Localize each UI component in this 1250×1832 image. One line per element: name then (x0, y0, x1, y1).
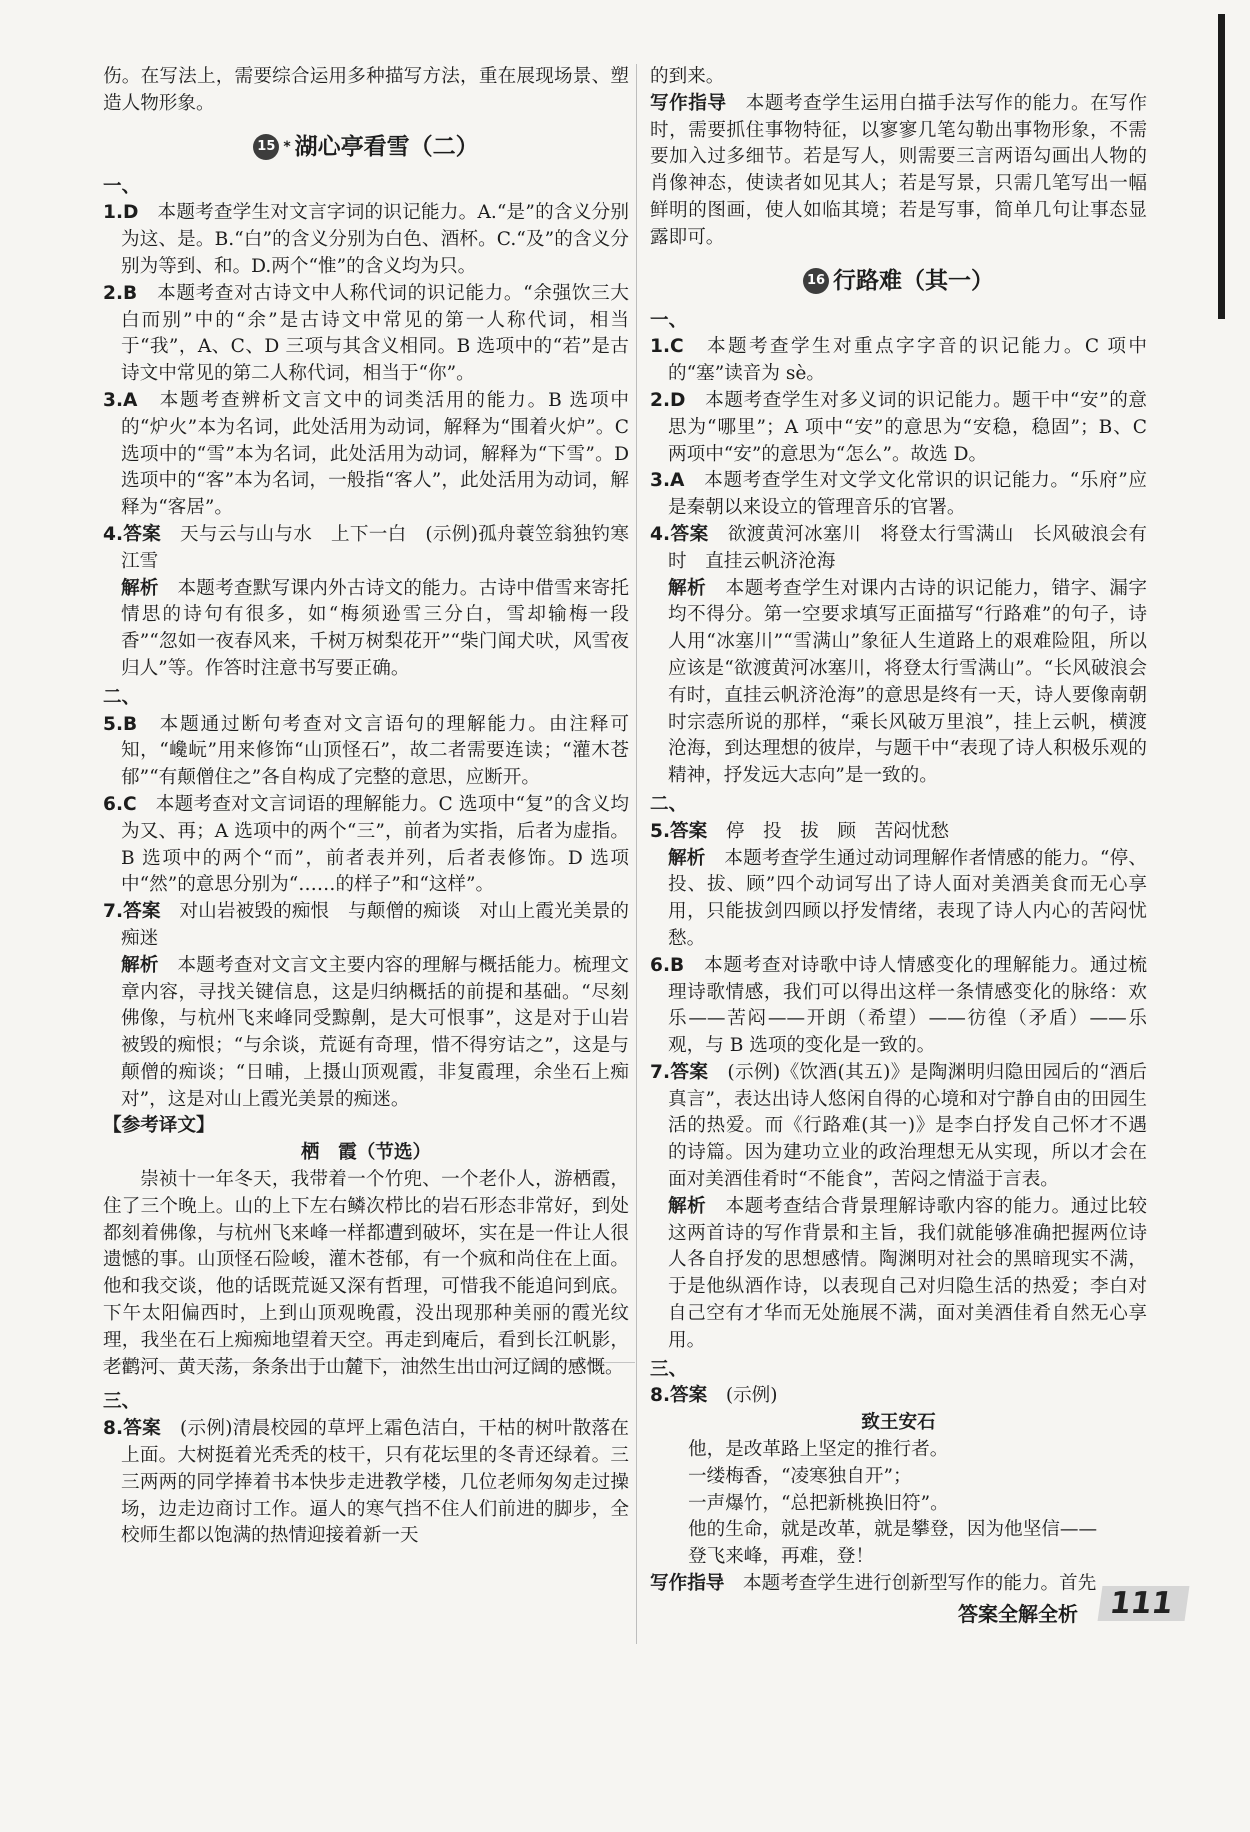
section-heading-1: 一、 (103, 175, 141, 197)
section-heading-2: 二、 (103, 686, 141, 708)
item-text: 本题通过断句考查对文言语句的理解能力。由注释可知，“巉岏”用来修饰“山顶怪石”，故二者需要连读；“灌木苍郁”“有颠僧住之”各自构成了完整的意思，应断开。 (121, 713, 629, 789)
poem-line: 他，是改革路上坚定的推行者。 (688, 1439, 949, 1461)
item-number: 4. (650, 523, 671, 545)
answer-text: (示例)《饮酒(其五)》是陶渊明归隐田园后的“酒后真言”，表达出诗人悠闲自得的心境和对宁静自由的田园生活的热爱。而《行路难(其一)》是李白抒发自己怀才不遇的诗篇。因为建功立业的政治理想无从实现，所以才会在面对美酒佳肴时“不能食”，苦闷之情溢于言表。 (668, 1061, 1147, 1191)
guide-tag: 写作指导 (650, 92, 727, 114)
answer-tag: 答案 (670, 820, 708, 842)
guide-text: 本题考查学生进行创新型写作的能力。首先 (743, 1573, 1097, 1595)
answer-item-2 (650, 388, 1147, 468)
guide-text: 本题考查学生运用白描手法写作的能力。在写作时，需要抓住事物特征，以寥寥几笔勾勒出事物形象，不需要加入过多细节。若是写人，则需要三言两语勾画出人物的肖像神态，使读者如见其人；若是写景，只需几笔写出一幅鲜明的图画，使人如临其境；若是写事，简单几句让事态显露即可。 (650, 92, 1147, 248)
section-heading-3: 三、 (103, 1391, 141, 1413)
analysis-4 (650, 576, 1147, 790)
answer-item-7 (650, 1060, 1147, 1194)
section-heading-3: 三、 (650, 1358, 688, 1380)
optional-mark: * (283, 138, 291, 155)
item-number: 3.A (103, 389, 138, 411)
item-text: 本题考查对文言词语的理解能力。C 选项中“复”的含义均为又、再；A 选项中的两个“三”，前者为实指，后者为虚指。B 选项中的两个“而”，前者表并列，后者表修饰。D 选项中“然”的意思分别为“……的样子”和“这样”。 (121, 793, 629, 896)
answer-tag: 答案 (670, 523, 709, 545)
item-number: 3.A (650, 470, 685, 492)
poem-title: 致王安石 (861, 1412, 936, 1434)
lesson-title-text: 湖心亭看雪（二） (294, 133, 479, 160)
item-text: 本题考查对古诗文中人称代词的识记能力。“余强饮三大白而别”中的“余”是古诗文中常见的第一人称代词，相当于“我”，A、C、D 三项与其含义相同。B 选项中的“若”是古诗文中常见的第二人称代词，相当于“你”。 (121, 282, 629, 385)
item-number: 8. (103, 1418, 124, 1440)
answer-text: 对山岩被毁的痴恨 与颠僧的痴谈 对山上霞光美景的痴迷 (121, 901, 629, 949)
translation-title: 栖 霞（节选） (300, 1142, 432, 1164)
item-number: 5.B (103, 713, 138, 735)
answer-item-1 (103, 200, 629, 280)
reference-translation-label: 【参考译文】 (103, 1115, 215, 1137)
item-number: 7. (103, 901, 124, 923)
item-number: 4. (103, 523, 124, 545)
answer-item-3 (103, 388, 629, 522)
left-column (103, 64, 629, 1550)
analysis-tag: 解析 (121, 577, 159, 599)
analysis-4 (103, 576, 629, 683)
answer-item-6 (103, 792, 629, 899)
poem-block (650, 1410, 1147, 1571)
right-column (650, 64, 1147, 1598)
answer-text: 天与云与山与水 上下一白 (示例)孤舟蓑笠翁独钓寒江雪 (121, 523, 629, 572)
footer-label: 答案全解全析 (958, 1602, 1078, 1626)
answer-text: 停 投 拔 顾 苦闷忧愁 (725, 820, 949, 842)
item-text: 本题考查辨析文言文中的词类活用的能力。B 选项中的“炉火”本为名词，此处活用为动词，解释为“围着火炉”。C 选项中的“雪”本为名词，此处活用为动词，解释为“下雪”。D 选项中的“客”本为名词，一般指“客人”，此处活用为动词，解释为“客居”。 (121, 389, 629, 519)
answer-item-2 (103, 281, 629, 388)
section-heading-2: 二、 (650, 793, 688, 815)
analysis-text: 本题考查学生对课内古诗的识记能力，错字、漏字均不得分。第一空要求填写正面描写“行路难”的句子，诗人用“冰塞川”“雪满山”象征人生道路上的艰难险阻，所以应该是“欲渡黄河冰塞川，将登太行雪满山”。“长风破浪会有时，直挂云帆济沧海”的意思是终有一天，诗人要像南朝时宗悫所说的那样，“乘长风破万里浪”，挂上云帆，横渡沧海，到达理想的彼岸，与题干中“表现了诗人积极乐观的精神，抒发远大志向”是一致的。 (668, 577, 1147, 787)
page-number: 111 (1098, 1586, 1190, 1621)
item-number: 6.B (650, 954, 685, 976)
item-text: 本题考查学生对重点字字音的识记能力。C 项中的“塞”读音为 sè。 (668, 336, 1147, 385)
item-number: 2.D (650, 389, 686, 411)
lesson-title-15 (103, 132, 629, 162)
item-text: 本题考查学生对多义词的识记能力。题干中“安”的意思为“哪里”；A 项中“安”的意思为“安稳，稳固”；B、C 两项中“安”的意思为“怎么”。故选 D。 (668, 389, 1147, 465)
section-heading-1: 一、 (650, 309, 688, 331)
answer-text: 欲渡黄河冰塞川 将登太行雪满山 长风破浪会有时 直挂云帆济沧海 (668, 523, 1147, 572)
answer-tag: 答案 (670, 1061, 709, 1083)
item-number: 5. (650, 820, 671, 842)
intro-text: 伤。在写法上，需要综合运用多种描写方法，重在展现场景、塑造人物形象。 (103, 66, 629, 114)
answer-item-5 (103, 712, 629, 792)
continued-text: 的到来。 (650, 66, 725, 87)
lesson-number-badge: 15 (253, 134, 279, 160)
answer-tag: 答案 (123, 1418, 162, 1440)
answer-item-3 (650, 468, 1147, 522)
lesson-title-text: 行路难（其一） (833, 267, 994, 294)
item-text: 本题考查学生对文言字词的识记能力。A.“是”的含义分别为这、是。B.“白”的含义分别为白色、酒杯。C.“及”的含义分别为等到、和。D.两个“惟”的含义均为只。 (121, 202, 629, 277)
column-divider (636, 64, 637, 1644)
answer-item-4 (103, 522, 629, 576)
answer-item-8 (103, 1416, 629, 1550)
answer-tag: 答案 (123, 523, 162, 545)
analysis-5 (650, 846, 1147, 953)
analysis-text: 本题考查默写课内外古诗文的能力。古诗中借雪来寄托情思的诗句有很多，如“梅须逊雪三分白，雪却输梅一段香”“忽如一夜春风来，千树万树梨花开”“柴门闻犬吠，风雪夜归人”等。作答时注意书写要正确。 (121, 577, 629, 679)
item-number: 2.B (103, 282, 138, 304)
poem-line: 一缕梅香，“凌寒独自开”； (688, 1465, 912, 1487)
answer-item-8 (650, 1383, 1147, 1410)
item-number: 6.C (103, 793, 137, 815)
answer-item-5 (650, 819, 1147, 846)
translation-text: 崇祯十一年冬天，我带着一个竹兜、一个老仆人，游栖霞，住了三个晚上。山的上下左右鳞次栉比的岩石形态非常好，到处都刻着佛像，与杭州飞来峰一样都遭到破坏，实在是一件让人很遗憾的事。山顶怪石险峻，灌木苍郁，有一个疯和尚住在上面。他和我交谈，他的话既荒诞又深有哲理，可惜我不能追问到底。下午太阳偏西时，上到山顶观晚霞，没出现那种美丽的霞光纹理，我坐在石上痴痴地望着天空。再走到庵后，看到长江帆影，老鹳河、黄天荡，条条出于山麓下，油然生出山河辽阔的感慨。 (103, 1169, 629, 1378)
lesson-title-16 (650, 266, 1147, 296)
poem-line: 登飞来峰，再难，登！ (688, 1546, 874, 1568)
analysis-text: 本题考查结合背景理解诗歌内容的能力。通过比较这两首诗的写作背景和主旨，我们就能够准确把握两位诗人各自抒发的思想感情。陶渊明对社会的黑暗现实不满，于是他纵酒作诗，以表现自己对归隐生活的热爱；李白对自己空有才华而无处施展不满，面对美酒佳肴自然无心享用。 (668, 1195, 1147, 1351)
analysis-7 (650, 1194, 1147, 1355)
page-edge-bar (1218, 14, 1225, 319)
writing-guide-2 (650, 1571, 1147, 1598)
item-number: 8. (650, 1385, 671, 1407)
answer-item-6 (650, 953, 1147, 1060)
analysis-tag: 解析 (668, 1195, 707, 1217)
analysis-tag: 解析 (668, 577, 707, 599)
item-number: 1.D (103, 202, 139, 224)
item-number: 1.C (650, 336, 684, 358)
analysis-tag: 解析 (121, 954, 159, 976)
lesson-number-badge: 16 (803, 268, 829, 294)
analysis-text: 本题考查对文言文主要内容的理解与概括能力。梳理文章内容，寻找关键信息，这是归纳概括的前提和基础。“尽刻佛像，与杭州飞来峰同受黥劓，是大可恨事”，这是对于山岩被毁的痴恨；“与余谈，荒诞有奇理，惜不得穷诘之”，这是与颠僧的痴谈；“日晡，上摄山顶观霞，非复霞理，余坐石上痴对”，这是对山上霞光美景的痴迷。 (121, 954, 629, 1110)
analysis-tag: 解析 (668, 847, 706, 869)
answer-example: (示例) (725, 1385, 778, 1407)
answer-tag: 答案 (670, 1385, 708, 1407)
answer-item-1 (650, 334, 1147, 388)
item-text: 本题考查学生对文学文化常识的识记能力。“乐府”应是秦朝以来设立的管理音乐的官署。 (668, 470, 1147, 519)
item-text: 本题考查对诗歌中诗人情感变化的理解能力。通过梳理诗歌情感，我们可以得出这样一条情感变化的脉络：欢乐——苦闷——开朗（希望）——彷徨（矛盾）——乐观，与 B 选项的变化是一致的。 (668, 954, 1147, 1057)
item-number: 7. (650, 1061, 671, 1083)
guide-tag: 写作指导 (650, 1573, 725, 1595)
answer-text: (示例)清晨校园的草坪上霜色洁白，干枯的树叶散落在上面。大树挺着光秃秃的枝干，只有花坛里的冬青还绿着。三三两两的同学捧着书本快步走进教学楼，几位老师匆匆走过操场，边走边商讨工作。逼人的寒气挡不住人们前进的脚步，全校师生都以饱满的热情迎接着新一天 (121, 1418, 629, 1547)
poem-line: 一声爆竹，“总把新桃换旧符”。 (688, 1492, 949, 1514)
poem-line: 他的生命，就是改革，就是攀登，因为他坚信—— (688, 1519, 1098, 1541)
analysis-7 (103, 953, 629, 1114)
answer-tag: 答案 (123, 901, 161, 923)
writing-guide-1 (650, 91, 1147, 252)
answer-item-7 (103, 899, 629, 953)
analysis-text: 本题考查学生通过动词理解作者情感的能力。“停、投、拔、顾”四个动词写出了诗人面对美酒美食而无心享用，只能拔剑四顾以抒发情绪，表现了诗人内心的苦闷忧愁。 (668, 847, 1147, 949)
answer-item-4 (650, 522, 1147, 576)
